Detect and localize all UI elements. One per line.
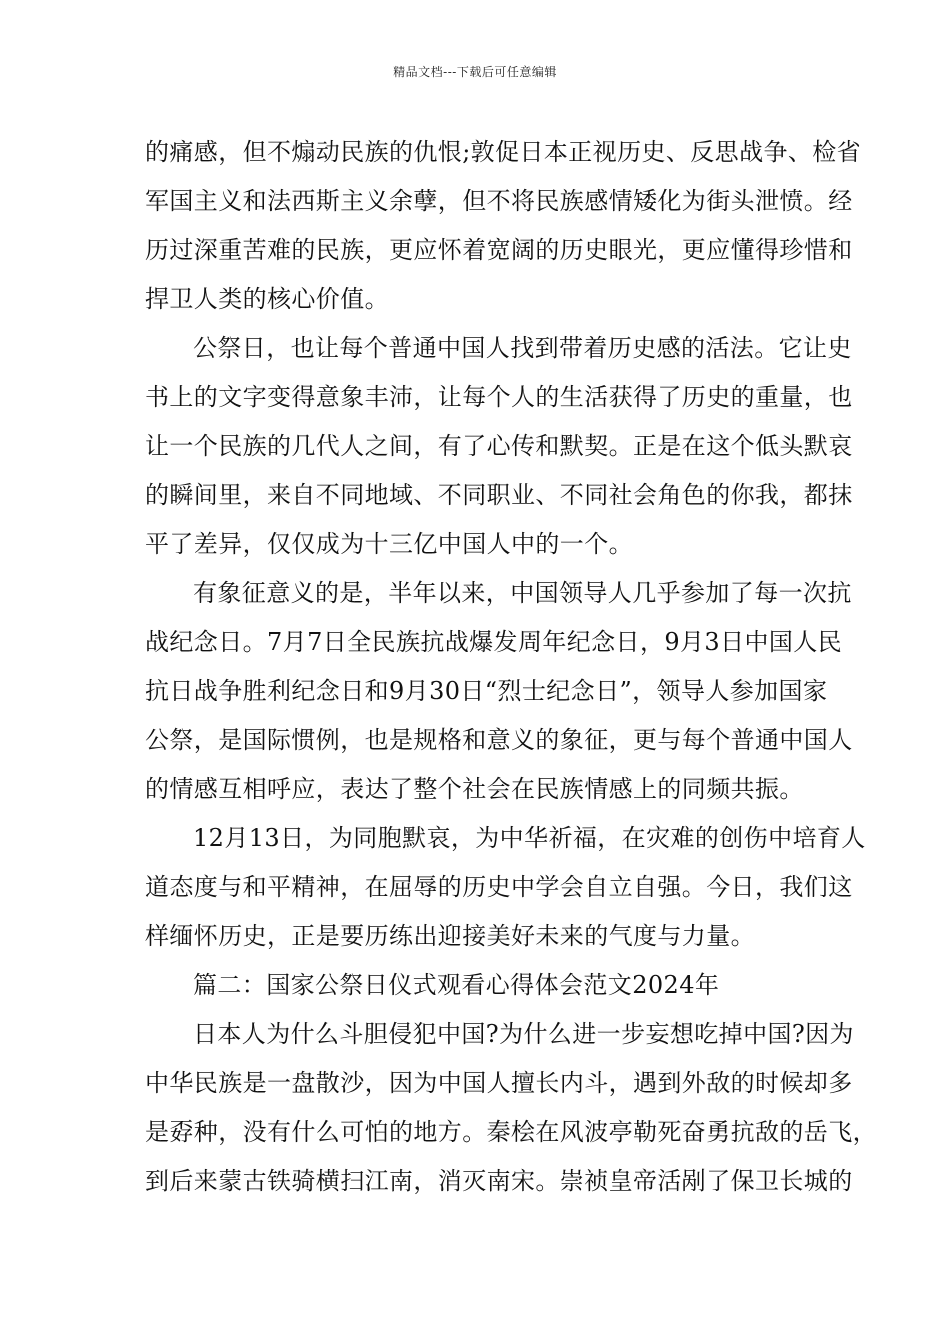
section-heading — [145, 961, 825, 1010]
text-line: 的瞬间里，来自不同地域、不同职业、不同社会角色的你我，都抹 — [145, 481, 853, 509]
text-line: 抗日战争胜利纪念日和9月30日“烈士纪念日”，领导人参加国家 — [145, 677, 828, 705]
text-line: 到后来蒙古铁骑横扫江南，消灭南宋。崇祯皇帝活剐了保卫长城的 — [145, 1167, 853, 1195]
text-line: 的情感互相呼应，表达了整个社会在民族情感上的同频共振。 — [145, 775, 804, 803]
paragraph-2 — [145, 324, 853, 569]
text-line: 公祭日，也让每个普通中国人找到带着历史感的活法。它让史 — [193, 334, 852, 362]
text-line: 中华民族是一盘散沙，因为中国人擅长内斗，遇到外敌的时候却多 — [145, 1069, 853, 1097]
text-line: 公祭，是国际惯例，也是规格和意义的象征，更与每个普通中国人 — [145, 726, 853, 754]
text-line: 道态度与和平精神，在屈辱的历史中学会自立自强。今日，我们这 — [145, 873, 853, 901]
text-line: 战纪念日。7月7日全民族抗战爆发周年纪念日，9月3日中国人民 — [145, 628, 843, 656]
text-line: 是孬种，没有什么可怕的地方。秦桧在风波亭勒死奋勇抗敌的岳飞， — [145, 1118, 877, 1146]
text-line: 捍卫人类的核心价值。 — [145, 285, 389, 313]
paragraph-1 — [145, 128, 862, 324]
text-line: 让一个民族的几代人之间，有了心传和默契。正是在这个低头默哀 — [145, 432, 853, 460]
text-line: 12月13日，为同胞默哀，为中华祈福，在灾难的创伤中培育人 — [193, 824, 866, 852]
text-line: 平了差异，仅仅成为十三亿中国人中的一个。 — [145, 530, 633, 558]
text-line: 历过深重苦难的民族，更应怀着宽阔的历史眼光，更应懂得珍惜和 — [145, 236, 853, 264]
page-header: 精品文档---下载后可任意编辑 — [393, 65, 557, 79]
text-line: 有象征意义的是，半年以来，中国领导人几乎参加了每一次抗 — [193, 579, 852, 607]
section-title: 篇二：国家公祭日仪式观看心得体会范文2024年 — [193, 971, 720, 999]
paragraph-3 — [145, 569, 853, 814]
text-line: 书上的文字变得意象丰沛，让每个人的生活获得了历史的重量，也 — [145, 383, 853, 411]
document-body — [145, 128, 877, 1206]
paragraph-4 — [145, 814, 866, 961]
text-line: 日本人为什么斗胆侵犯中国?为什么进一步妄想吃掉中国?因为 — [193, 1020, 854, 1048]
paragraph-5 — [145, 1010, 877, 1206]
text-line: 样缅怀历史，正是要历练出迎接美好未来的气度与力量。 — [145, 922, 755, 950]
text-line: 军国主义和法西斯主义余孽，但不将民族感情矮化为街头泄愤。经 — [145, 187, 853, 215]
text-line: 的痛感，但不煽动民族的仇恨;敦促日本正视历史、反思战争、检省 — [145, 138, 862, 166]
